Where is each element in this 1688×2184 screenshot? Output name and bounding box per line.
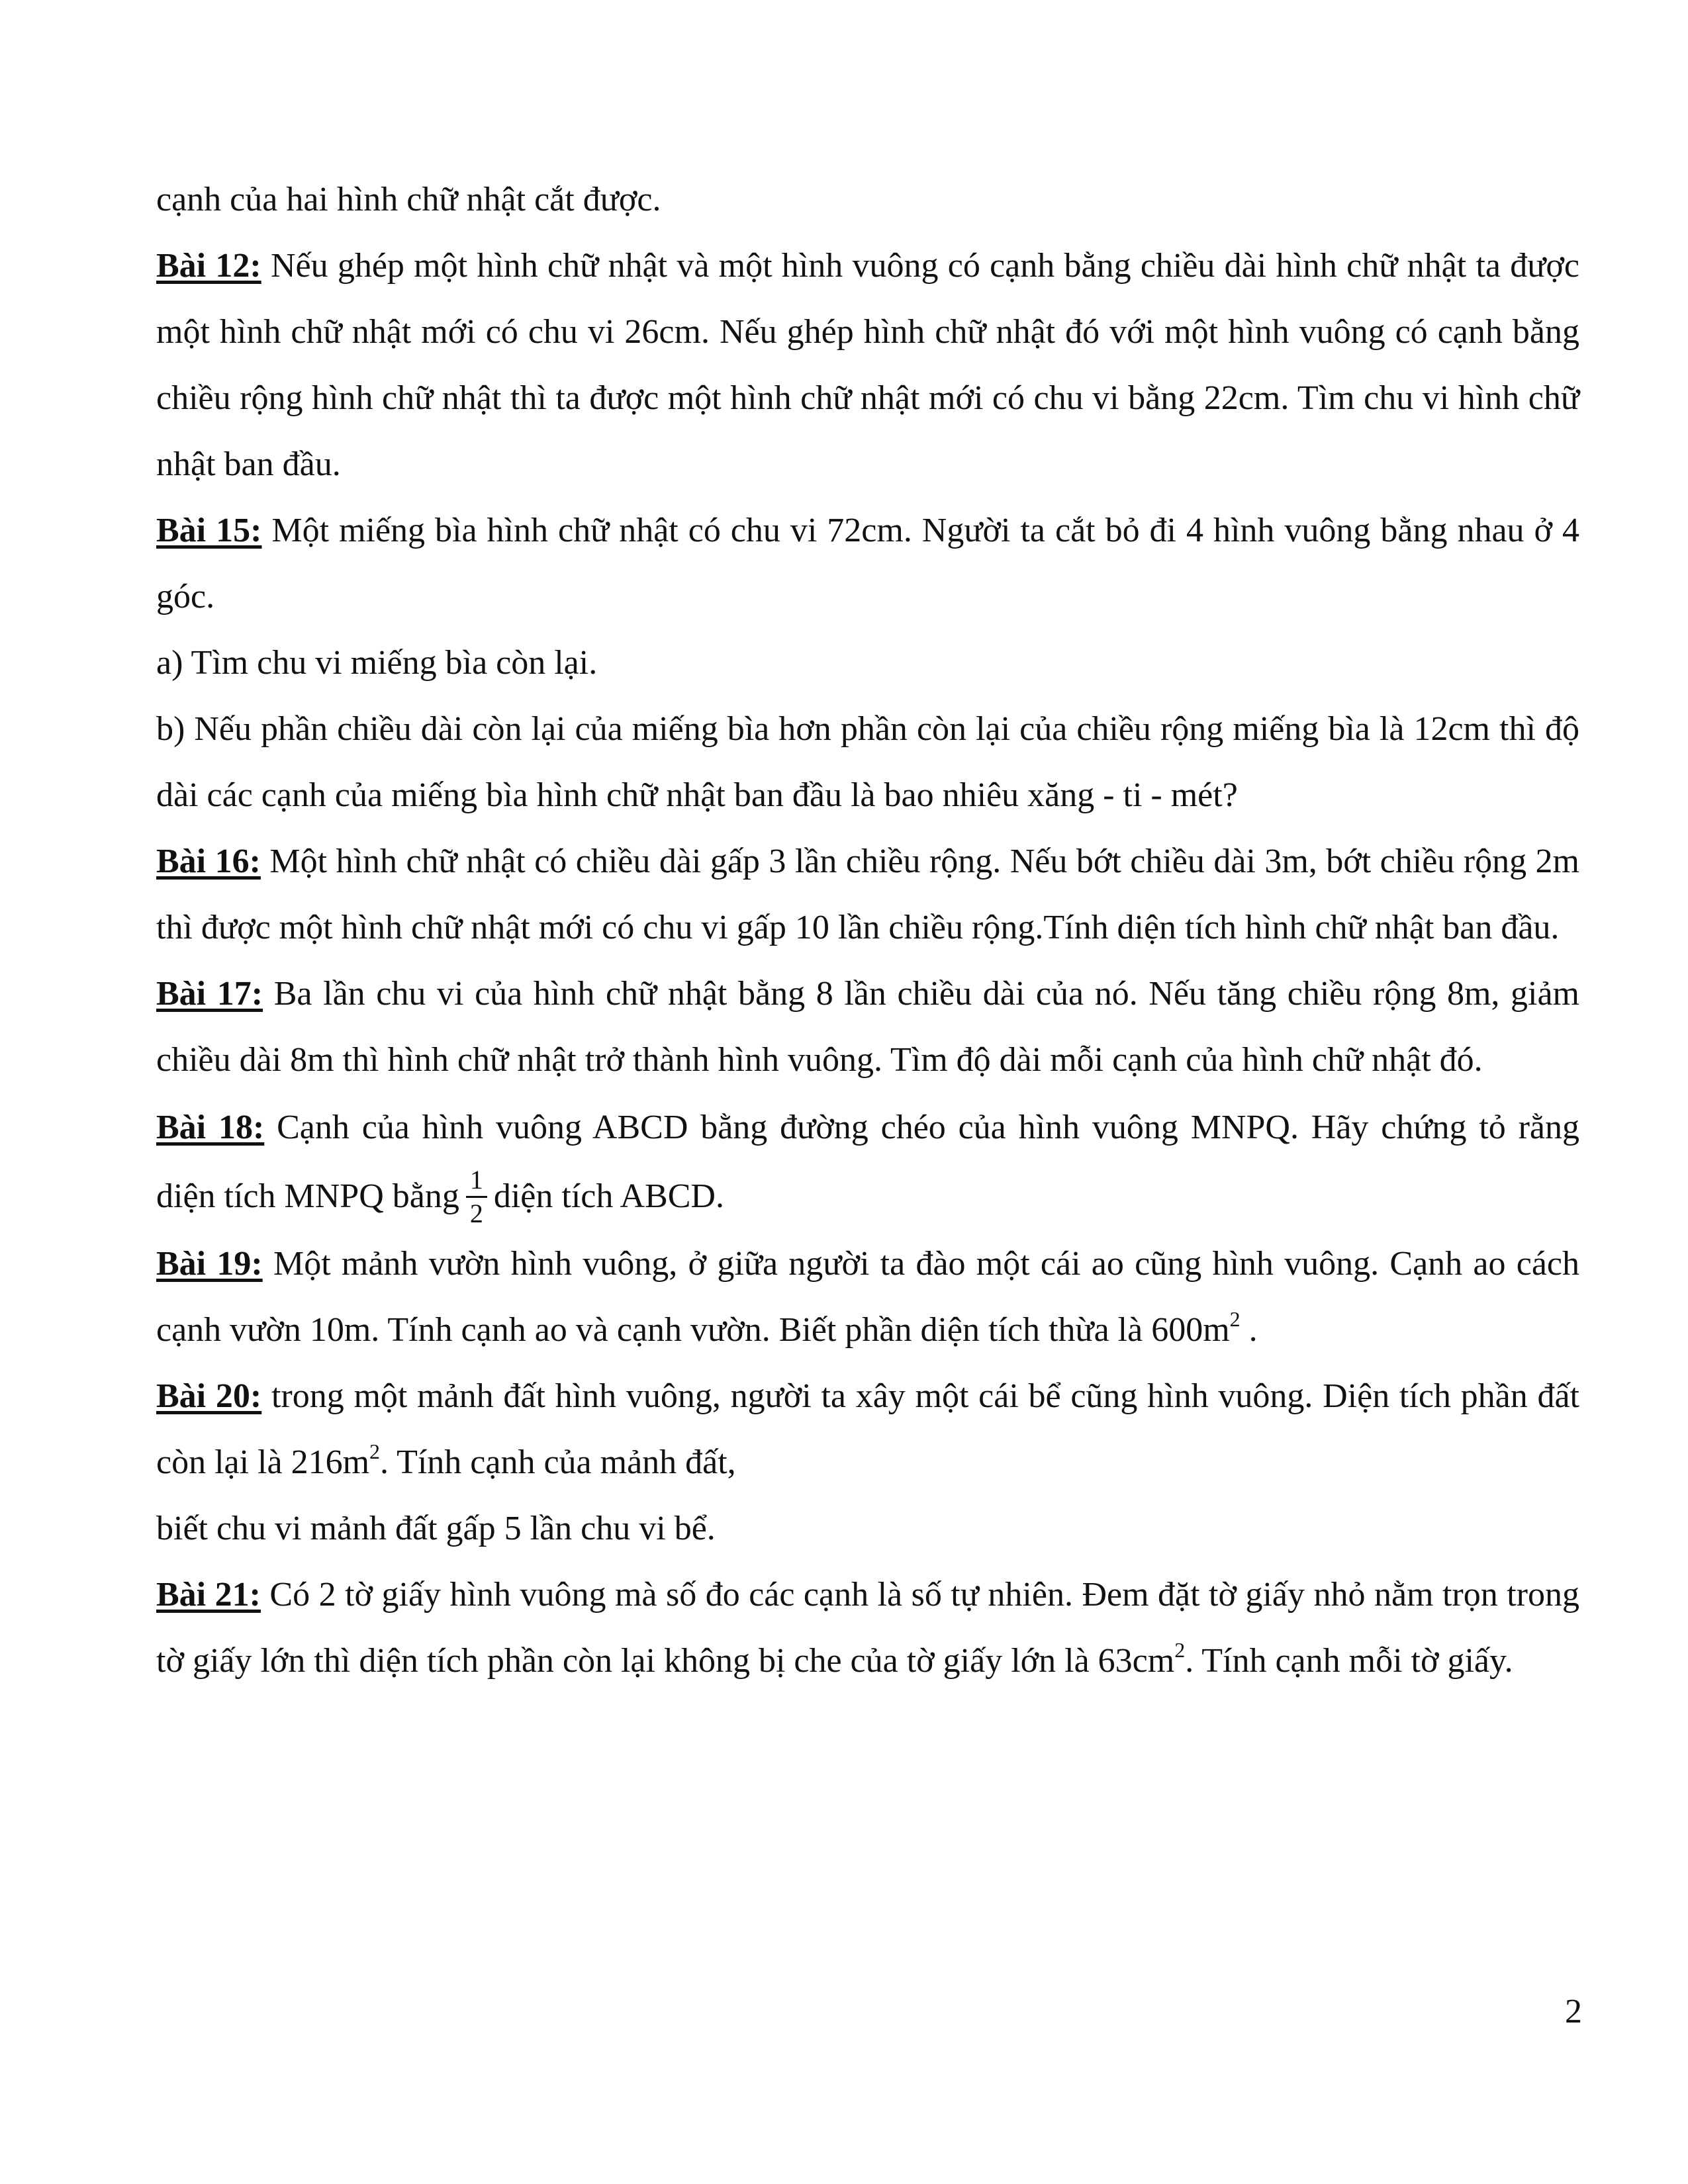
problem-text: Ba lần chu vi của hình chữ nhật bằng 8 lần chiều dài của nó. Nếu tăng chiều rộng 8m, giảm chiều dài 8m thì hình chữ nhật trở thành hình vuông. Tìm độ dài mỗi cạnh của hình chữ nhật đó. bbox=[156, 975, 1580, 1079]
problem-text: trong một mảnh đất hình vuông, người ta xây một cái bể cũng hình vuông. Diện tích phần đất còn lại là 216m bbox=[156, 1377, 1580, 1481]
problem-label: Bài 16: bbox=[156, 842, 261, 880]
problem-label: Bài 17: bbox=[156, 975, 263, 1013]
paragraph-continuation bbox=[156, 167, 1579, 233]
problem-text: Cạnh của hình vuông ABCD bằng đường chéo của hình vuông MNPQ. Hãy chứng tỏ rằng diện tích MNPQ bằng bbox=[156, 1109, 1579, 1215]
problem-20 bbox=[156, 1363, 1579, 1496]
problem-text: Nếu ghép một hình chữ nhật và một hình vuông có cạnh bằng chiều dài hình chữ nhật ta được một hình chữ nhật mới có chu vi 26cm. Nếu ghép hình chữ nhật đó với một hình vuông có cạnh bằng chiều rộng hình chữ nhật thì ta được một hình chữ nhật mới có chu vi bằng 22cm. Tìm chu vi hình chữ nhật ban đầu. bbox=[156, 247, 1579, 483]
page-number: 2 bbox=[1565, 1993, 1582, 2030]
problem-20-line-2 bbox=[156, 1496, 1579, 1562]
problem-label: Bài 19: bbox=[156, 1245, 263, 1283]
problem-text: Một mảnh vườn hình vuông, ở giữa người ta đào một cái ao cũng hình vuông. Cạnh ao cách cạnh vườn 10m. Tính cạnh ao và cạnh vườn. Biết phần diện tích thừa là 600m bbox=[156, 1245, 1579, 1349]
superscript-exponent: 2 bbox=[1229, 1307, 1241, 1331]
problem-text: Một hình chữ nhật có chiều dài gấp 3 lần chiều rộng. Nếu bớt chiều dài 3m, bớt chiều rộng 2m thì được một hình chữ nhật mới có chu vi gấp 10 lần chiều rộng.Tính diện tích hình chữ nhật ban đầu. bbox=[156, 842, 1579, 946]
problem-label: Bài 21: bbox=[156, 1576, 261, 1614]
problem-text: biết chu vi mảnh đất gấp 5 lần chu vi bể. bbox=[156, 1510, 716, 1547]
fraction-denominator: 2 bbox=[469, 1198, 483, 1228]
problem-text-tail: . bbox=[1240, 1311, 1258, 1349]
document-body bbox=[156, 167, 1579, 1694]
problem-15-part-a bbox=[156, 630, 1579, 696]
problem-16 bbox=[156, 829, 1579, 961]
problem-label: Bài 12: bbox=[156, 247, 261, 285]
problem-text: Một miếng bìa hình chữ nhật có chu vi 72cm. Người ta cắt bỏ đi 4 hình vuông bằng nhau ở 4 góc. bbox=[156, 512, 1579, 615]
problem-18 bbox=[156, 1093, 1579, 1231]
problem-17 bbox=[156, 961, 1579, 1093]
problem-15 bbox=[156, 498, 1579, 630]
superscript-exponent: 2 bbox=[369, 1439, 381, 1463]
problem-19 bbox=[156, 1231, 1579, 1363]
problem-text-tail: . Tính cạnh mỗi tờ giấy. bbox=[1185, 1642, 1513, 1680]
problem-text: a) Tìm chu vi miếng bìa còn lại. bbox=[156, 644, 598, 682]
problem-label: Bài 18: bbox=[156, 1109, 265, 1146]
problem-label: Bài 20: bbox=[156, 1377, 262, 1415]
paragraph-text: cạnh của hai hình chữ nhật cắt được. bbox=[156, 181, 661, 218]
problem-21 bbox=[156, 1562, 1579, 1694]
fraction-one-half bbox=[466, 1165, 487, 1228]
problem-text-after: diện tích ABCD. bbox=[493, 1177, 724, 1215]
problem-text-tail: . Tính cạnh của mảnh đất, bbox=[380, 1443, 736, 1481]
fraction-numerator: 1 bbox=[466, 1165, 487, 1198]
problem-text: Có 2 tờ giấy hình vuông mà số đo các cạnh là số tự nhiên. Đem đặt tờ giấy nhỏ nằm trọn trong tờ giấy lớn thì diện tích phần còn lại không bị che của tờ giấy lớn là 63cm bbox=[156, 1576, 1579, 1680]
problem-12 bbox=[156, 233, 1579, 498]
problem-text: b) Nếu phần chiều dài còn lại của miếng bìa hơn phần còn lại của chiều rộng miếng bìa là 12cm thì độ dài các cạnh của miếng bìa hình chữ nhật ban đầu là bao nhiêu xăng - ti - mét? bbox=[156, 710, 1579, 814]
superscript-exponent: 2 bbox=[1174, 1638, 1186, 1662]
problem-15-part-b bbox=[156, 696, 1579, 829]
problem-label: Bài 15: bbox=[156, 512, 262, 549]
